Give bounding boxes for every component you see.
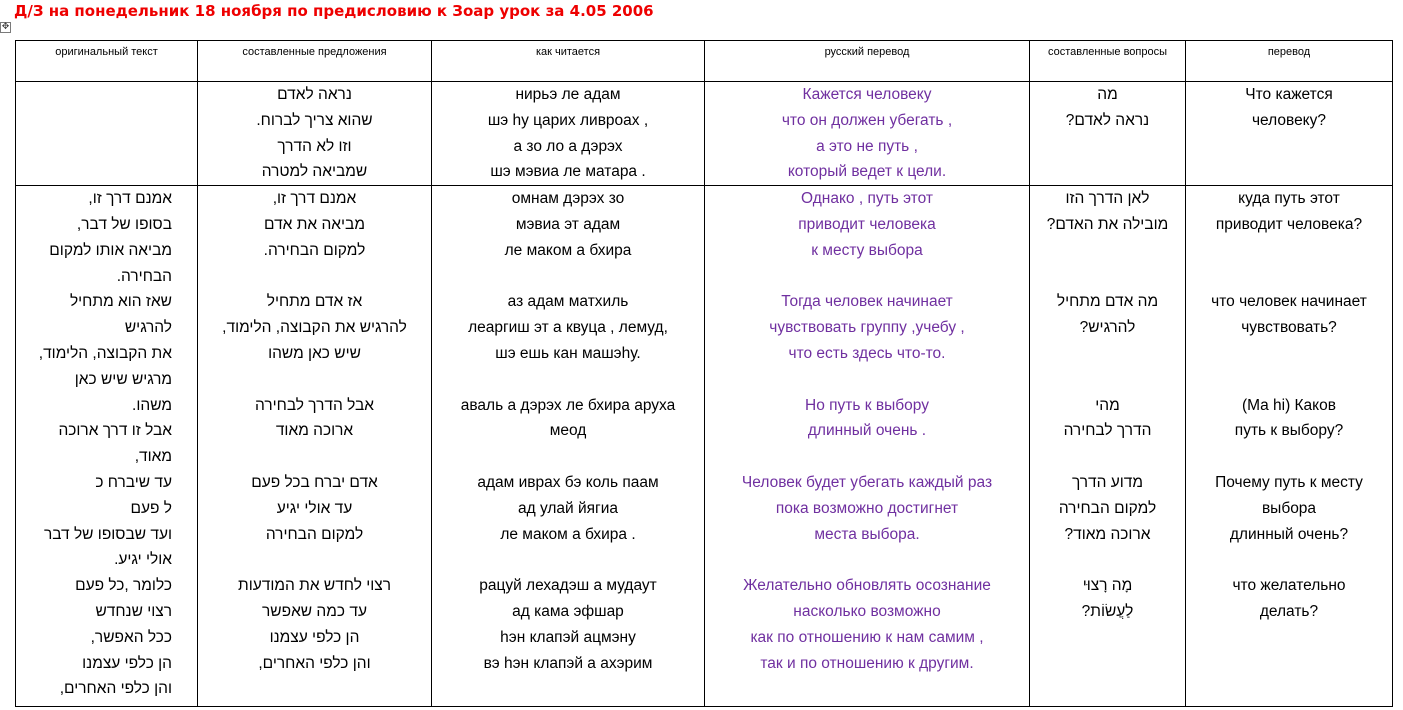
cell-line: выбора <box>1261 499 1317 517</box>
cell-line: הן כלפי עצמנו <box>269 628 360 646</box>
cell-sentences[interactable] <box>198 186 432 707</box>
cell-line: שהוא צריך לברוח. <box>256 111 373 129</box>
cell-spacer <box>1033 341 1182 367</box>
cell-line: שמביאה למטרה <box>261 163 368 181</box>
table-move-handle-icon[interactable]: ✥ <box>1 22 10 32</box>
cell-line: чувствовать группу ,учебу , <box>769 319 965 337</box>
cell-line: ле маком а бхира . <box>500 525 636 543</box>
cell-line: что человек начинает <box>1211 293 1367 311</box>
cell-line: мэвиа эт адам <box>515 215 621 233</box>
cell-line: ад кама эфшар <box>512 602 624 620</box>
cell-line: hэн клапэй ацмэну <box>500 628 636 646</box>
cell-reading[interactable] <box>432 82 705 186</box>
cell-spacer <box>1189 264 1389 290</box>
cell-line: אז אדם מתחיל <box>266 293 363 311</box>
cell-line: шэ мэвиа ле матара . <box>490 163 646 181</box>
cell-line: אבל הדרך לבחירה <box>254 396 375 414</box>
cell-line: ад улай йягиа <box>518 499 618 517</box>
cell-translation[interactable] <box>705 82 1030 186</box>
cell-line: לאן הדרך הזו <box>1065 190 1150 208</box>
cell-line: מאוד, <box>134 448 172 466</box>
cell-line: путь к выбору? <box>1234 422 1344 440</box>
cell-spacer <box>1189 367 1389 393</box>
cell-line: Почему путь к месту <box>1215 473 1363 491</box>
document-title: Д/З на понедельник 18 ноября по предисловию к Зоар урок за 4.05 2006 <box>14 2 654 20</box>
cell-line: приводит человека? <box>1215 215 1363 233</box>
cell-line: пока возможно достигнет <box>775 499 959 517</box>
cell-line: מובילה את האדם? <box>1046 215 1169 233</box>
cell-line: את הקבוצה, הלימוד, <box>38 344 172 362</box>
cell-line: Кажется человеку <box>802 86 932 103</box>
cell-line: Желательно обновлять осознание <box>743 577 991 595</box>
cell-line: אמנם דרך זו, <box>272 190 357 208</box>
cell-spacer <box>1033 264 1182 290</box>
cell-line: מביאה אותו למקום <box>49 241 172 259</box>
cell-line: омнам дэрэх зо <box>511 190 625 208</box>
cell-spacer <box>201 444 428 470</box>
cell-spacer <box>201 547 428 573</box>
cell-spacer <box>1189 444 1389 470</box>
cell-spacer <box>1033 547 1182 573</box>
cell-spacer <box>1189 341 1389 367</box>
cell-line: והן כלפי האחרים, <box>59 680 172 698</box>
cell-spacer <box>1033 238 1182 264</box>
cell-line: Но путь к выбору <box>805 396 929 414</box>
cell-line: להרגיש? <box>1079 319 1136 337</box>
cell-line: להרגיש <box>124 319 172 337</box>
cell-line: אבל זו דרך ארוכה <box>58 422 172 440</box>
cell-line: והן כלפי האחרים, <box>258 654 371 672</box>
cell-line: הן כלפי עצמנו <box>82 654 172 672</box>
cell-question-translation[interactable] <box>1186 186 1393 707</box>
cell-line: ле маком а бхира <box>504 241 632 259</box>
table-row <box>16 186 1393 707</box>
cell-line: שיש כאן משהו <box>268 344 361 362</box>
cell-line: аваль а дэрэх ле бхира аруха <box>460 396 676 414</box>
cell-line: אדם יברח בכל פעם <box>251 473 378 491</box>
cell-line: וזו לא הדרך <box>277 137 352 155</box>
cell-line: אמנם דרך זו, <box>88 190 172 208</box>
cell-line: להרגיש את הקבוצה, הלימוד, <box>222 319 407 337</box>
cell-spacer <box>708 547 1026 573</box>
cell-spacer <box>1033 367 1182 393</box>
cell-line: בסופו של דבר, <box>76 215 172 233</box>
cell-line: приводит человека <box>798 215 936 233</box>
cell-line: ועד שבסופו של דבר <box>43 525 172 543</box>
cell-spacer <box>435 367 701 393</box>
cell-line: что он должен убегать , <box>781 111 953 129</box>
cell-line: ל פעם <box>130 499 172 517</box>
cell-line: человеку? <box>1251 111 1327 129</box>
cell-line: что есть здесь что-то. <box>788 344 946 362</box>
cell-question-translation[interactable] <box>1186 82 1393 186</box>
cell-line: а это не путь , <box>816 137 918 155</box>
cell-spacer <box>201 367 428 393</box>
cell-line: Что кажется <box>1245 86 1333 103</box>
header-translation: перевод <box>1186 41 1393 82</box>
cell-line: מביאה את אדם <box>264 215 365 233</box>
cell-line: который ведет к цели. <box>787 163 947 181</box>
cell-line: насколько возможно <box>793 602 941 620</box>
cell-line: רצוי שנחדש <box>95 602 172 620</box>
cell-line: делать? <box>1259 602 1319 620</box>
cell-line: меод <box>549 422 587 440</box>
cell-line: הבחירה. <box>116 267 172 285</box>
cell-line: длинный очень? <box>1229 525 1349 543</box>
cell-spacer <box>708 444 1026 470</box>
cell-line: к месту выбора <box>811 241 923 259</box>
cell-line: נראה לאדם <box>277 86 352 103</box>
cell-spacer <box>435 264 701 290</box>
cell-line: (Ma hi) Каков <box>1242 396 1336 414</box>
cell-reading[interactable] <box>432 186 705 707</box>
cell-line: מה <box>1097 86 1118 103</box>
cell-line: ככל האפשר, <box>90 628 172 646</box>
cell-line: Человек будет убегать каждый раз <box>741 473 993 491</box>
cell-line: чувствовать? <box>1241 319 1337 337</box>
cell-line: ארוכה מאוד <box>275 422 354 440</box>
cell-original[interactable] <box>16 186 198 707</box>
cell-line: מה אדם מתחיל <box>1056 293 1159 311</box>
cell-line: а зо ло а дэрэх <box>513 137 623 155</box>
cell-line: как по отношению к нам самим , <box>750 628 984 646</box>
cell-line: למקום הבחירה <box>265 525 364 543</box>
cell-line: шэ hу царих ливроах , <box>487 111 649 129</box>
cell-line: леаргиш эт а квуца , лемуд, <box>468 319 668 337</box>
header-how-read: как читается <box>432 41 705 82</box>
cell-line: аз адам матхиль <box>507 293 629 311</box>
cell-line: עד אולי יגיע <box>276 499 353 517</box>
cell-line: לַעֲשׂוֹת? <box>1081 602 1134 620</box>
cell-questions[interactable] <box>1030 82 1186 186</box>
cell-original[interactable] <box>16 82 198 186</box>
cell-spacer <box>1189 547 1389 573</box>
cell-line: נראה לאדם? <box>1065 111 1150 129</box>
cell-sentences[interactable] <box>198 82 432 186</box>
header-composed-questions: составленные вопросы <box>1030 41 1186 82</box>
cell-questions[interactable] <box>1030 186 1186 707</box>
table-row <box>16 82 1393 186</box>
cell-line: куда путь этот <box>1238 190 1340 208</box>
header-russian-translation: русский перевод <box>705 41 1030 82</box>
cell-spacer <box>1033 444 1182 470</box>
cell-spacer <box>435 547 701 573</box>
cell-line: вэ hэн клапэй а ахэрим <box>483 654 653 672</box>
cell-translation[interactable] <box>705 186 1030 707</box>
cell-line: משהו. <box>132 396 172 414</box>
cell-spacer <box>708 367 1026 393</box>
cell-line: אולי יגיע. <box>114 551 172 569</box>
cell-line: מָה רָצוּי <box>1082 577 1133 595</box>
header-original-text: оригинальный текст <box>16 41 198 82</box>
cell-line: Однако , путь этот <box>801 190 933 208</box>
header-row <box>16 41 1393 82</box>
header-composed-sentences: составленные предложения <box>198 41 432 82</box>
cell-line: מרגיש שיש כאן <box>74 370 172 388</box>
cell-line: адам иврах бэ коль паам <box>477 473 659 491</box>
cell-line: так и по отношению к другим. <box>760 654 974 672</box>
cell-line: шэ ешь кан машэhу. <box>495 344 641 362</box>
cell-line: הדרך לבחירה <box>1063 422 1152 440</box>
cell-line: מדוע הדרך <box>1071 473 1144 491</box>
cell-line: ארוכה מאוד? <box>1064 525 1151 543</box>
cell-line: כלומר ,כל פעם <box>75 577 172 595</box>
cell-line: нирьэ ле адам <box>515 86 621 103</box>
cell-line: места выбора. <box>814 525 920 543</box>
cell-line: что желательно <box>1232 577 1346 595</box>
cell-line: рацуй лехадэш а мудаут <box>479 577 657 595</box>
cell-line: עד כמה שאפשר <box>262 602 367 620</box>
cell-spacer <box>201 264 428 290</box>
cell-spacer <box>1189 238 1389 264</box>
homework-table <box>15 40 1393 707</box>
cell-line: שאז הוא מתחיל <box>69 293 172 311</box>
cell-line: רצוי לחדש את המודעות <box>238 577 391 595</box>
cell-line: עד שיברח כ <box>95 473 172 491</box>
cell-line: מהי <box>1095 396 1120 414</box>
cell-line: למקום הבחירה. <box>263 241 366 259</box>
cell-spacer <box>435 444 701 470</box>
cell-line: длинный очень . <box>807 422 927 440</box>
cell-line: Тогда человек начинает <box>781 293 953 311</box>
cell-line: למקום הבחירה <box>1058 499 1157 517</box>
cell-spacer <box>708 264 1026 290</box>
